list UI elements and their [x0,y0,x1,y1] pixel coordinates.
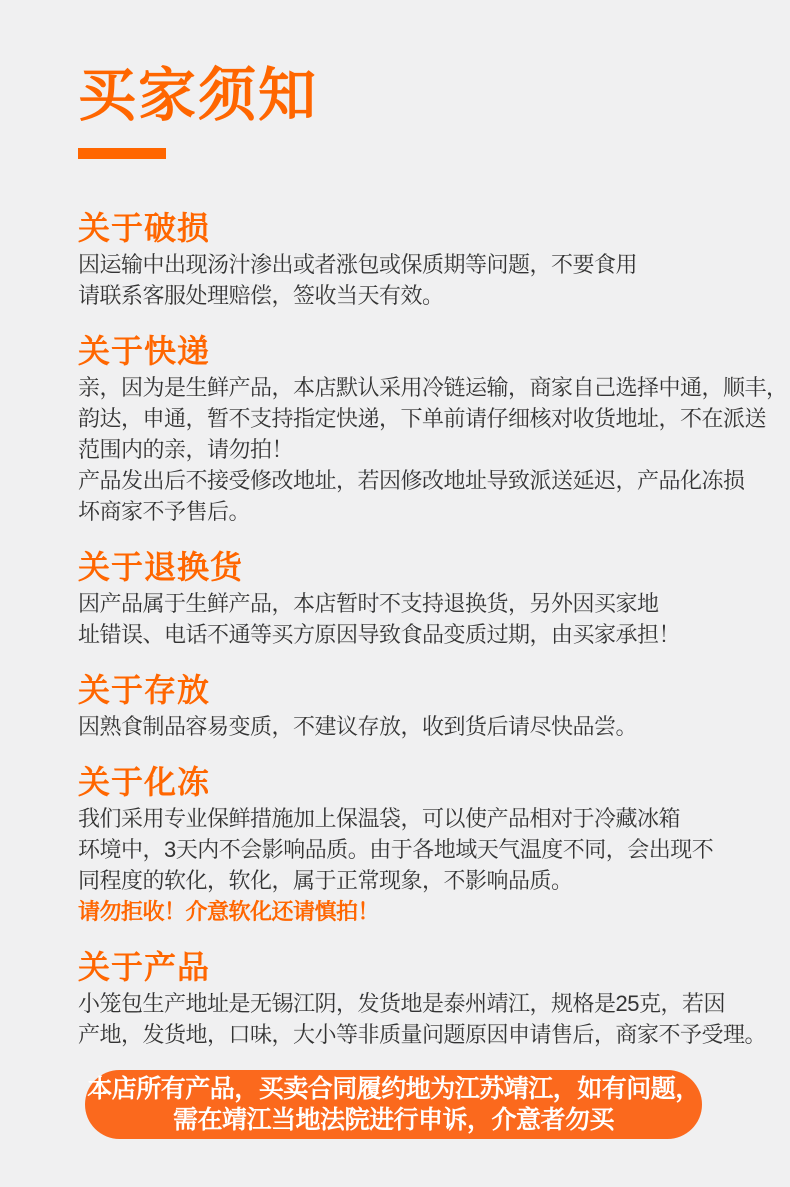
section-product-line: 产地，发货地，口味，大小等非质量问题原因申请售后，商家不予受理。 [78,1022,767,1047]
section-storage-heading: 关于存放 [78,672,211,708]
section-thawing-line: 我们采用专业保鲜措施加上保温袋，可以使产品相对于冷藏冰箱 [78,806,681,831]
section-shipping-line: 韵达，申通，暂不支持指定快递，下单前请仔细核对收货地址，不在派送 [78,406,767,431]
legal-notice-line: 本店所有产品，买卖合同履约地为江苏靖江，如有问题， [87,1074,700,1103]
section-thawing-line: 环境中，3天内不会影响品质。由于各地域天气温度不同，会出现不 [78,837,714,862]
section-product-line: 小笼包生产地址是无锡江阴，发货地是泰州靖江，规格是25克，若因 [78,991,725,1016]
section-damage-heading: 关于破损 [78,210,211,246]
section-returns-line: 因产品属于生鲜产品，本店暂时不支持退换货，另外因买家地 [78,591,659,616]
section-damage-line: 请联系客服处理赔偿，签收当天有效。 [78,283,444,308]
section-product-heading: 关于产品 [78,949,211,985]
section-storage-line: 因熟食制品容易变质，不建议存放，收到货后请尽快品尝。 [78,714,638,739]
section-product [78,949,767,1050]
title-underline [78,148,166,159]
section-shipping-line: 坏商家不予售后。 [78,499,251,524]
page-title: 买家须知 [78,63,319,128]
section-damage [78,210,760,311]
section-shipping-line: 亲，因为是生鲜产品，本店默认采用冷链运输，商家自己选择中通，顺丰， [78,375,788,400]
section-shipping-line: 范围内的亲，请勿拍！ [78,437,294,462]
legal-notice-box [85,1070,702,1139]
section-thawing-line: 同程度的软化，软化，属于正常现象，不影响品质。 [78,868,573,893]
thawing-warning-note: 请勿拒收！介意软化还请慎拍！ [78,899,380,924]
legal-notice-line: 需在靖江当地法院进行申诉，介意者勿买 [172,1105,614,1134]
section-returns-heading: 关于退换货 [78,549,244,585]
section-storage [78,672,760,742]
section-returns [78,549,760,650]
section-shipping [78,333,788,527]
section-thawing [78,764,760,927]
section-shipping-heading: 关于快递 [78,333,211,369]
section-shipping-line: 产品发出后不接受修改地址，若因修改地址导致派送延迟，产品化冻损 [78,468,745,493]
section-returns-line: 址错误、电话不通等买方原因导致食品变质过期，由买家承担！ [78,622,681,647]
section-thawing-heading: 关于化冻 [78,764,211,800]
section-damage-line: 因运输中出现汤汁渗出或者涨包或保质期等问题，不要食用 [78,252,638,277]
